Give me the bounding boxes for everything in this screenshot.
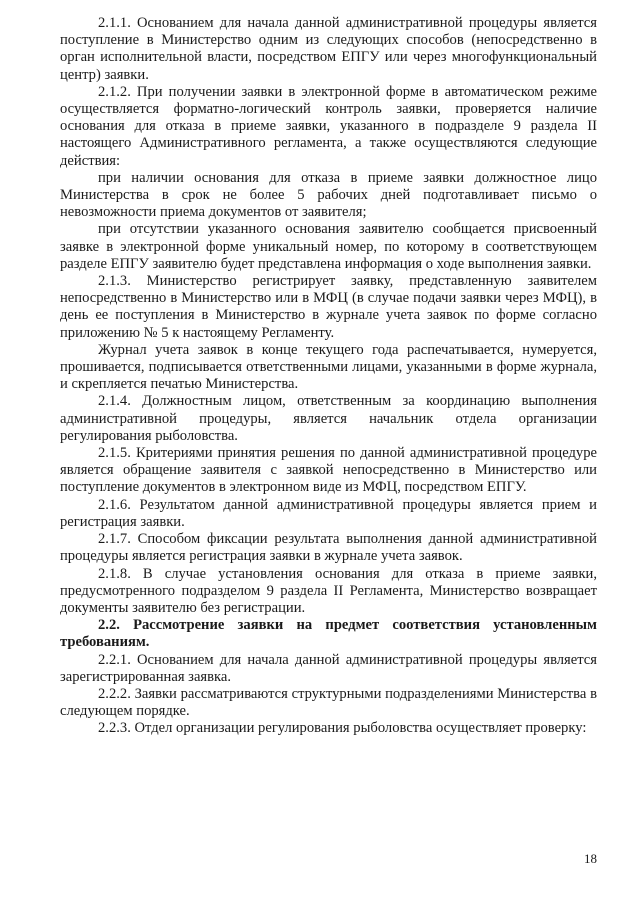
paragraph-2-2-2: 2.2.2. Заявки рассматриваются структурными подразделениями Министерства в следующем порядке. — [60, 685, 597, 720]
paragraph-2-1-2: 2.1.2. При получении заявки в электронной форме в автоматическом режиме осуществляется форматно-логический контроль заявки, проверяется наличие основания для отказа в приеме заявки, указанного в подразделе 9 раздела II настоящего Административного регламента, а также осуществляются следующие действия: — [60, 83, 597, 169]
paragraph-2-1-7: 2.1.7. Способом фиксации результата выполнения данной административной процедуры является регистрация заявки в журнале учета заявок. — [60, 531, 597, 565]
paragraph-2-1-5: 2.1.5. Критериями принятия решения по данной административной процедуре является обращение заявителя с заявкой непосредственно в Министерство или поступление документов в электронном виде из МФЦ, посредством ЕПГУ. — [60, 445, 597, 496]
paragraph-no-refusal: при отсутствии указанного основания заявителю сообщается присвоенный заявке в электронной форме уникальный номер, по которому в соответствующем разделе ЕПГУ заявителю будет представлена информация о ходе выполнения заявки. — [60, 221, 597, 272]
paragraph-2-1-8: 2.1.8. В случае установления основания для отказа в приеме заявки, предусмотренного подразделом 9 раздела II Регламента, Министерство возвращает документы заявителю без регистрации. — [60, 565, 597, 616]
paragraph-2-2-1: 2.2.1. Основанием для начала данной административной процедуры является зарегистрированная заявка. — [60, 651, 597, 685]
document-page — [60, 15, 597, 738]
paragraph-journal: Журнал учета заявок в конце текущего года распечатывается, нумеруется, прошивается, подписывается ответственными лицами, указанными в форме журнала, и скрепляется печатью Министерства. — [60, 341, 597, 393]
page-number: 18 — [584, 851, 597, 866]
paragraph-2-1-3: 2.1.3. Министерство регистрирует заявку, представленную заявителем непосредственно в Министерство или в МФЦ (в случае подачи заявки через МФЦ), в день ее поступления в Министерство в журнале учета заявок по форме согласно приложению № 5 к настоящему Регламенту. — [60, 273, 597, 341]
paragraph-2-1-1: 2.1.1. Основанием для начала данной административной процедуры является поступление в Министерство одним из следующих способов (непосредственно в орган исполнительной власти, посредством ЕПГУ или через многофункциональный центр) заявки. — [60, 15, 597, 83]
paragraph-2-1-6: 2.1.6. Результатом данной административной процедуры является прием и регистрация заявки. — [60, 496, 597, 530]
paragraph-2-1-4: 2.1.4. Должностным лицом, ответственным за координацию выполнения административной процедуры, является начальник отдела организации регулирования рыболовства. — [60, 393, 597, 444]
section-heading-2-2: 2.2. Рассмотрение заявки на предмет соответствия установленным требованиям. — [60, 617, 597, 651]
paragraph-2-2-3: 2.2.3. Отдел организации регулирования рыболовства осуществляет проверку: — [98, 720, 587, 737]
paragraph-refusal-grounds: при наличии основания для отказа в приеме заявки должностное лицо Министерства в срок не более 5 рабочих дней подготавливает письмо о невозможности приема документов от заявителя; — [60, 169, 597, 221]
